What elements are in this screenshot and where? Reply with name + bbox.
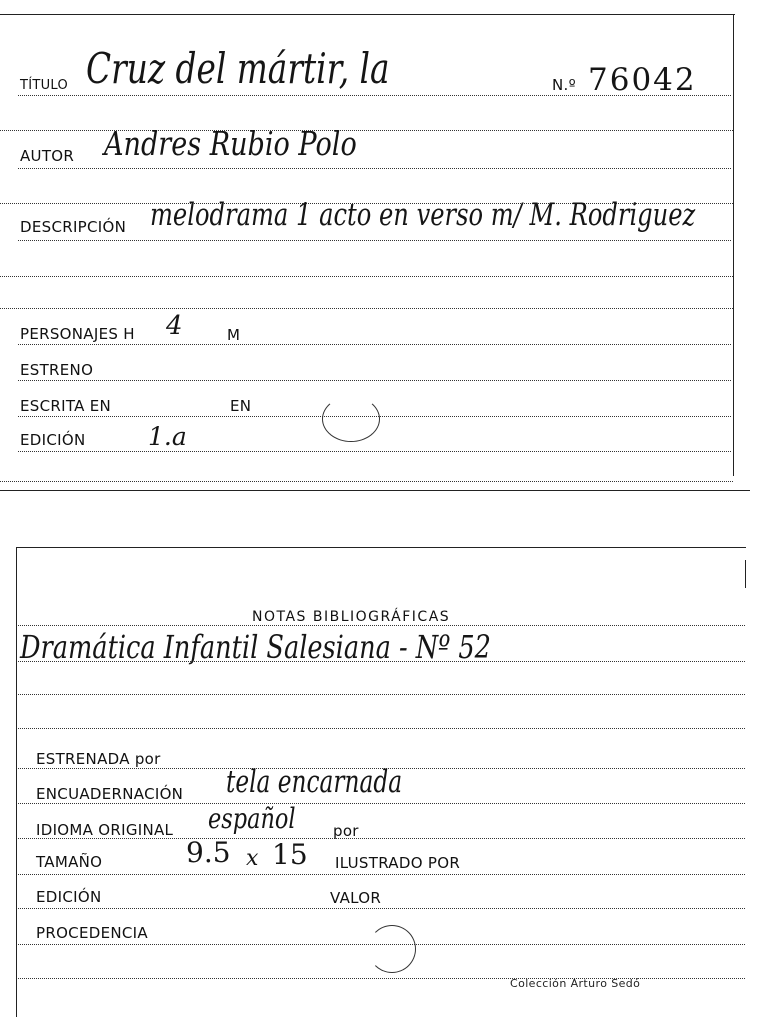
- titulo-value: Cruz del mártir, la: [86, 44, 390, 93]
- personajes-label: PERSONAJES H: [20, 325, 135, 343]
- rule-edicion: [18, 451, 731, 452]
- descripcion-label: DESCRIPCIÓN: [20, 218, 127, 236]
- rule-tamano: [18, 874, 745, 875]
- rule-edicion-back: [18, 908, 745, 909]
- idioma-value: español: [208, 802, 296, 835]
- notas-title: NOTAS BIBLIOGRÁFICAS: [252, 609, 451, 625]
- ilustrado-label: ILUSTRADO POR: [335, 854, 461, 872]
- catalog-card-front: [0, 0, 759, 490]
- numero-value: 76042: [588, 62, 697, 98]
- rule-estreno: [18, 380, 731, 381]
- card-top-border: [0, 14, 735, 15]
- tamano-label: TAMAÑO: [36, 853, 103, 871]
- titulo-label: TÍTULO: [20, 78, 69, 93]
- autor-value: Andres Rubio Polo: [104, 124, 357, 163]
- punch-hole-back: [368, 925, 416, 973]
- descripcion-value: melodrama 1 acto en verso m/ M. Rodriguez: [150, 197, 696, 233]
- idioma-label: IDIOMA ORIGINAL: [36, 821, 174, 839]
- personajes-m-label: M: [227, 326, 241, 344]
- card-bottom-edge: [0, 490, 750, 491]
- notas-value: Dramática Infantil Salesiana - Nº 52: [20, 628, 491, 666]
- edicion-label: EDICIÓN: [20, 431, 86, 449]
- personajes-h-value: 4: [166, 311, 183, 341]
- rule-autor: [18, 168, 731, 169]
- idioma-por-label: por: [333, 822, 359, 840]
- tamano-value-b: 15: [272, 838, 308, 871]
- rule-descripcion: [18, 240, 731, 241]
- numero-label: N.º: [552, 76, 576, 94]
- estrenada-label: ESTRENADA por: [36, 750, 161, 768]
- encuadernacion-value: tela encarnada: [226, 764, 403, 800]
- punch-hole: [322, 396, 380, 442]
- rule-c: [0, 276, 733, 277]
- tamano-value-a: 9.5: [186, 836, 231, 869]
- card-right-border: [733, 14, 734, 476]
- card-back-left-border: [16, 547, 17, 1017]
- edicion-value: 1.a: [148, 422, 187, 451]
- rule-personajes: [18, 344, 731, 345]
- estreno-label: ESTRENO: [20, 361, 94, 379]
- valor-label: VALOR: [330, 889, 382, 907]
- rule-encuadernacion: [18, 803, 745, 804]
- rule-notas-title: [18, 625, 745, 626]
- escrita-en-label: EN: [230, 397, 252, 415]
- edicion-back-label: EDICIÓN: [36, 888, 102, 906]
- rule-f: [18, 728, 745, 729]
- escrita-label: ESCRITA EN: [20, 397, 112, 415]
- tamano-x: x: [246, 846, 259, 871]
- rule-d: [0, 308, 733, 309]
- procedencia-label: PROCEDENCIA: [36, 924, 148, 942]
- encuadernacion-label: ENCUADERNACIÓN: [36, 785, 184, 803]
- card-back-top-border: [16, 547, 746, 548]
- collection-credit: Colección Arturo Sedó: [510, 977, 641, 990]
- card-bottom-dotted: [0, 481, 733, 482]
- rule-e: [18, 694, 745, 695]
- autor-label: AUTOR: [20, 147, 75, 165]
- card-back-right-tick: [745, 560, 746, 588]
- catalog-card-back: [0, 540, 759, 1028]
